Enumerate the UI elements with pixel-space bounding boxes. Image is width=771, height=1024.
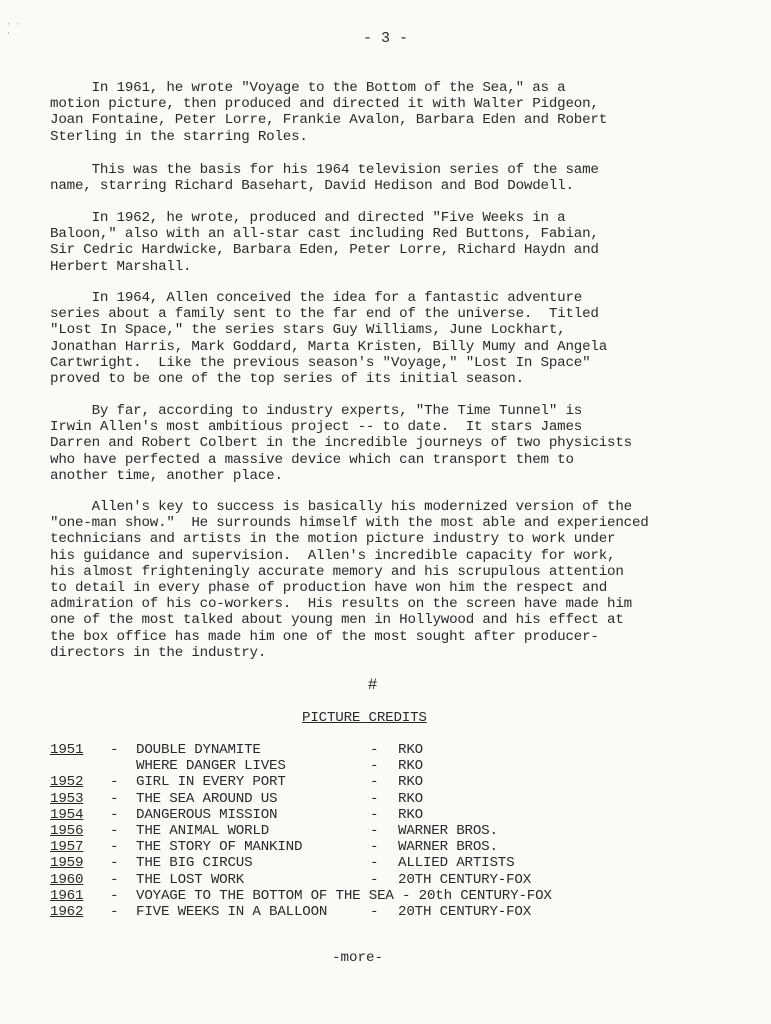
more-marker: -more- — [331, 950, 384, 966]
credit-studio: RKO — [398, 806, 423, 823]
credit-dash: - — [110, 903, 119, 920]
credit-dash: - — [370, 871, 379, 888]
credit-title: DOUBLE DYNAMITE — [136, 742, 261, 758]
credit-dash: - — [110, 790, 119, 807]
credit-title: THE LOST WORK — [136, 871, 245, 888]
credit-title-studio: VOYAGE TO THE BOTTOM OF THE SEA - 20th CENTURY-FOX — [136, 887, 552, 904]
credit-dash: - — [110, 806, 119, 823]
credit-year: 1961 — [50, 887, 84, 904]
credit-row — [50, 904, 750, 920]
paper-mark: · · · — [6, 20, 21, 38]
credit-row — [50, 791, 750, 807]
credit-year: 1956 — [50, 822, 84, 839]
credit-studio: 20TH CENTURY-FOX — [398, 903, 532, 920]
credit-title: WHERE DANGER LIVES — [136, 758, 286, 775]
credit-dash: - — [370, 758, 379, 775]
credit-row — [50, 807, 750, 823]
credit-title: THE SEA AROUND US — [136, 790, 278, 807]
credit-dash: - — [370, 774, 379, 791]
credit-studio: RKO — [398, 758, 423, 775]
paragraph-3: In 1962, he wrote, produced and directed "Five Weeks in a Baloon," also with an all-star cast including Red Buttons, Fabian, Sir Cedric Hardwicke, Barbara Eden, Peter Lorre, Richard Haydn and Herbert Marshall. — [50, 210, 599, 275]
credit-dash: - — [370, 742, 379, 758]
credit-title: DANGEROUS MISSION — [136, 806, 278, 823]
credit-dash: - — [370, 806, 379, 823]
section-separator: # — [367, 676, 378, 694]
credit-year: 1951 — [50, 742, 84, 758]
credit-row — [50, 774, 750, 790]
credit-dash: - — [370, 855, 379, 872]
credit-studio: 20TH CENTURY-FOX — [398, 871, 532, 888]
credit-studio: WARNER BROS. — [398, 822, 498, 839]
paragraph-2: This was the basis for his 1964 television series of the same name, starring Richard Basehart, David Hedison and Bod Dowdell. — [50, 162, 599, 195]
credit-row — [50, 823, 750, 839]
credit-row — [50, 742, 750, 758]
credit-year: 1954 — [50, 806, 84, 823]
credit-dash: - — [110, 887, 119, 904]
credit-dash: - — [370, 822, 379, 839]
credit-dash: - — [370, 839, 379, 856]
credits-list — [50, 742, 750, 920]
credit-studio: RKO — [398, 742, 423, 758]
credit-dash: - — [110, 871, 119, 888]
credit-dash: - — [370, 790, 379, 807]
paragraph-6: Allen's key to success is basically his modernized version of the "one-man show." He surrounds himself with the most able and experienced technicians and artists in the motion picture industry to work under his guidance and supervision. Allen's incredible capacity for work, his almost frighteningly accurate memory and his scrupulous attention to detail in every phase of production have won him the respect and admiration of his co-workers. His results on the screen have made him one of the most talked about young men in Hollywood and his effect at the box office has made him one of the most sought after producer- directors in the industry. — [50, 499, 649, 661]
credit-dash: - — [110, 742, 119, 758]
credit-dash: - — [110, 822, 119, 839]
credit-row — [50, 855, 750, 871]
credit-title: FIVE WEEKS IN A BALLOON — [136, 903, 328, 920]
credit-year: 1962 — [50, 903, 84, 920]
credit-dash: - — [370, 903, 379, 920]
credit-row — [50, 872, 750, 888]
credit-title: THE ANIMAL WORLD — [136, 822, 270, 839]
credit-dash: - — [110, 774, 119, 791]
credit-title: THE BIG CIRCUS — [136, 855, 253, 872]
credit-studio: ALLIED ARTISTS — [398, 855, 515, 872]
paragraph-4: In 1964, Allen conceived the idea for a fantastic adventure series about a family sent to the far end of the universe. Titled "Lost In Space," the series stars Guy Williams, June Lockhart, Jonathan Harris, Mark Goddard, Marta Kristen, Billy Mumy and Angela Cartwright. Like the previous season's "Voyage," "Lost In Space" proved to be one of the top series of its initial season. — [50, 290, 608, 388]
credit-title: GIRL IN EVERY PORT — [136, 774, 286, 791]
credit-studio: RKO — [398, 774, 423, 791]
credit-year: 1960 — [50, 871, 84, 888]
paragraph-5: By far, according to industry experts, "The Time Tunnel" is Irwin Allen's most ambitious project -- to date. It stars James Darren and Robert Colbert in the incredible journeys of two physicists who have perfected a massive device which can transport them to another time, another place. — [50, 403, 632, 484]
credit-studio: RKO — [398, 790, 423, 807]
credit-row — [50, 839, 750, 855]
credit-dash: - — [110, 839, 119, 856]
credit-studio: WARNER BROS. — [398, 839, 498, 856]
credit-year: 1952 — [50, 774, 84, 791]
credit-row — [50, 888, 750, 904]
credit-year: 1953 — [50, 790, 84, 807]
credit-title: THE STORY OF MANKIND — [136, 839, 303, 856]
credit-row — [50, 758, 750, 774]
credit-year: 1957 — [50, 839, 84, 856]
credit-year: 1959 — [50, 855, 84, 872]
credits-heading: PICTURE CREDITS — [302, 710, 427, 726]
credit-dash: - — [110, 855, 119, 872]
paragraph-1: In 1961, he wrote "Voyage to the Bottom of the Sea," as a motion picture, then produced and directed it with Walter Pidgeon, Joan Fontaine, Peter Lorre, Frankie Avalon, Barbara Eden and Robert Sterling in the starring Roles. — [50, 80, 608, 145]
page-number: - 3 - — [362, 30, 408, 47]
